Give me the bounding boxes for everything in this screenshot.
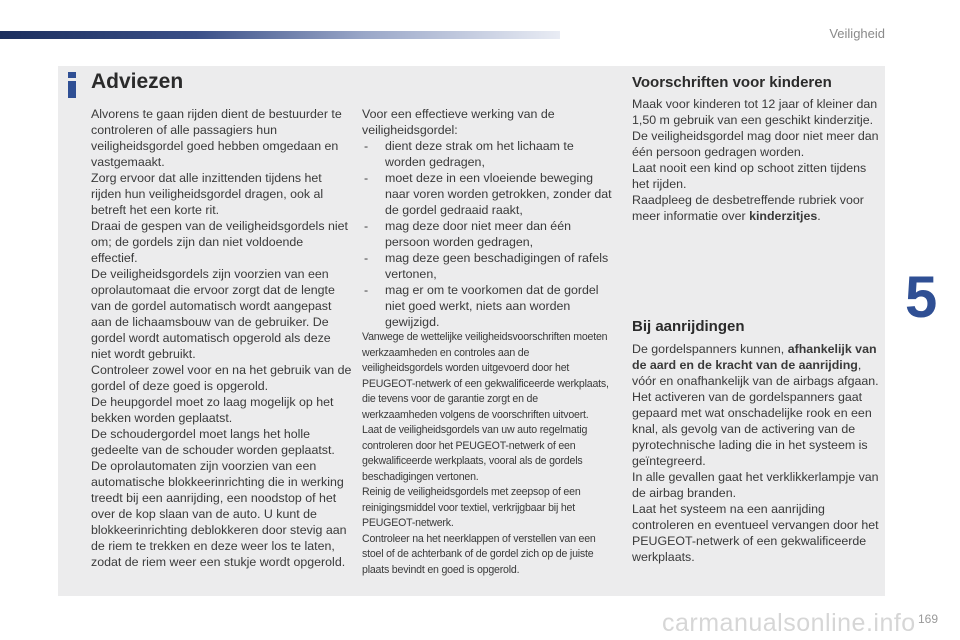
collision-heading: Bij aanrijdingen bbox=[632, 318, 745, 335]
belt-usage-item: - dient deze strak om het lichaam te worden gedragen, bbox=[364, 139, 574, 169]
chapter-number: 5 bbox=[905, 265, 938, 330]
advice-paragraph: De veiligheidsgordels zijn voorzien van een oprolautomaat die ervoor zorgt dat de lengte van de gordel automatisch wordt aangepast aan de lichaamsbouw van de gebruiker. De gordel wordt automatisch opgerold als deze niet wordt gebruikt. bbox=[91, 267, 335, 361]
header-gradient-bar bbox=[0, 31, 560, 39]
watermark: carmanualsonline.info bbox=[662, 609, 916, 637]
section-title: Veiligheid bbox=[829, 26, 885, 41]
collision-intro: De gordelspanners kunnen, afhankelijk van de aard en de kracht van de aanrijding, vóór en onafhankelijk van de airbags afgaan. bbox=[632, 342, 879, 388]
advice-paragraph: De heupgordel moet zo laag mogelijk op het bekken worden geplaatst. bbox=[91, 395, 334, 425]
belt-usage-item: - moet deze in een vloeiende beweging naar voren worden getrokken, zonder dat de gordel gedraaid raakt, bbox=[364, 171, 612, 217]
children-paragraph: De veiligheidsgordel mag door niet meer dan één persoon gedragen worden. bbox=[632, 129, 879, 159]
collision-text bbox=[632, 341, 882, 565]
belt-usage-item: - mag deze geen beschadigingen of rafels vertonen, bbox=[364, 251, 609, 281]
children-heading: Voorschriften voor kinderen bbox=[632, 74, 832, 91]
children-paragraph: Maak voor kinderen tot 12 jaar of kleiner dan 1,50 m gebruik van een geschikt kinderzitje. bbox=[632, 97, 878, 127]
maintenance-note: Controleer na het neerklappen of verstellen van een stoel of de achterbank of de gordel zich op de juiste plaats bevindt en goed is opgerold. bbox=[362, 532, 596, 576]
advice-column-1 bbox=[91, 106, 353, 570]
advice-paragraph: Controleer zowel voor en na het gebruik van de gordel of deze goed is opgerold. bbox=[91, 363, 352, 393]
belt-usage-item: - mag deze door niet meer dan één persoon worden gedragen, bbox=[364, 219, 571, 249]
advice-paragraph: Draai de gespen van de veiligheidsgordels niet om; de gordels zijn dan niet voldoende effectief. bbox=[91, 219, 348, 265]
advice-paragraph: Zorg ervoor dat alle inzittenden tijdens het rijden hun veiligheidsgordel dragen, ook al betreft het een korte rit. bbox=[91, 171, 324, 217]
advice-column-2 bbox=[362, 106, 612, 578]
maintenance-note: Vanwege de wettelijke veiligheidsvoorschriften moeten werkzaamheden en controles aan de veiligheidsgordels worden uitgevoerd door het PEUGEOT-netwerk of een gekwalificeerde werkplaats, die tevens voor de garantie zorgt en de werkzaamheden volgens de voorschriften uitvoert. bbox=[362, 331, 609, 421]
belt-usage-intro: Voor een effectieve werking van de veiligheidsgordel: bbox=[362, 107, 555, 137]
advice-paragraph: Alvorens te gaan rijden dient de bestuurder te controleren of alle passagiers hun veiligheidsgordel goed hebben omgedaan en vastgemaakt. bbox=[91, 107, 342, 169]
page-number: 169 bbox=[917, 612, 938, 626]
advice-paragraph: De oprolautomaten zijn voorzien van een automatische blokkeerinrichting die in werking treedt bij een aanrijding, een noodstop of het over de kop slaan van de auto. U kunt de blokkeerinrichting deblokkeren door stevig aan de riem te trekken en deze weer los te laten, zodat de riem weer een stukje wordt opgerold. bbox=[91, 459, 347, 569]
advice-title: Adviezen bbox=[91, 70, 184, 93]
children-reference: Raadpleeg de desbetreffende rubriek voor meer informatie over kinderzitjes. bbox=[632, 193, 864, 223]
children-paragraph: Laat nooit een kind op schoot zitten tijdens het rijden. bbox=[632, 161, 867, 191]
children-text bbox=[632, 96, 882, 224]
info-icon bbox=[66, 72, 78, 98]
maintenance-note: Reinig de veiligheidsgordels met zeepsop of een reinigingsmiddel voor textiel, verkrijgbaar bij het PEUGEOT-netwerk. bbox=[362, 486, 581, 529]
belt-usage-item: - mag er om te voorkomen dat de gordel niet goed werkt, niets aan worden gewijzigd. bbox=[364, 283, 599, 329]
maintenance-note: Laat de veiligheidsgordels van uw auto regelmatig controleren door het PEUGEOT-netwerk of een gekwalificeerde werkplaats, vooral als de gordels beschadigingen vertonen. bbox=[362, 424, 588, 483]
collision-paragraph: Laat het systeem na een aanrijding controleren en eventueel vervangen door het PEUGEOT-netwerk of een gekwalificeerde werkplaats. bbox=[632, 502, 879, 564]
child-seats-link-text: kinderzitjes bbox=[749, 209, 818, 223]
collision-paragraph: In alle gevallen gaat het verklikkerlampje van de airbag branden. bbox=[632, 470, 879, 500]
collision-paragraph: Het activeren van de gordelspanners gaat gepaard met wat onschadelijke rook en een knal, als gevolg van de activering van de pyrotechnische lading die in het systeem is geïntegreerd. bbox=[632, 390, 872, 468]
advice-paragraph: De schoudergordel moet langs het holle gedeelte van de schouder worden geplaatst. bbox=[91, 427, 335, 457]
